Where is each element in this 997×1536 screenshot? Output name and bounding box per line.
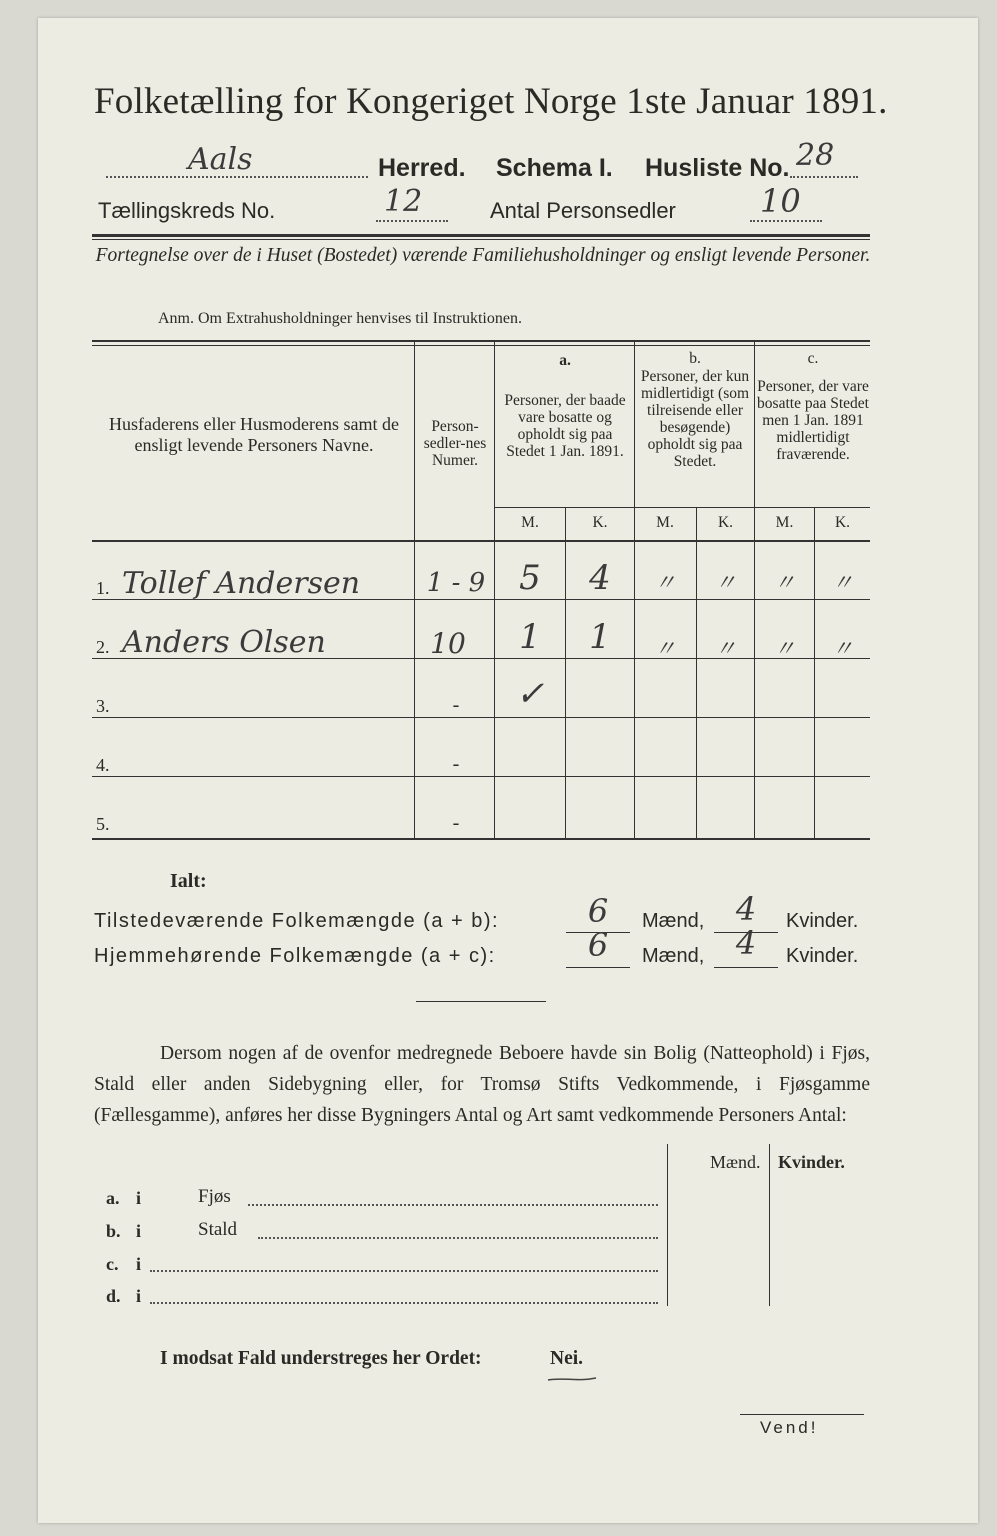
form-title: Folketælling for Kongeriget Norge 1ste Januar 1891. <box>94 81 888 122</box>
personsedler-dotted-line <box>750 220 822 222</box>
col-b-letter: b. <box>689 350 701 367</box>
husliste-label: Husliste No. <box>645 154 790 182</box>
buildings-col-divider-2 <box>769 1144 770 1306</box>
vend-label: Vend! <box>760 1418 819 1437</box>
mk-header-rule <box>494 507 870 508</box>
col-a-letter: a. <box>559 352 571 369</box>
buildings-kvinder-header: Kvinder. <box>778 1152 845 1172</box>
row-b-m: 〃 <box>653 637 676 662</box>
col-a-header: Personer, der baade vare bosatte og opholdt sig paa Stedet 1 Jan. 1891. <box>504 392 626 460</box>
herred-value: Aals <box>188 142 253 177</box>
nei-word: Nei. <box>550 1348 584 1369</box>
a-k-label: K. <box>592 514 608 531</box>
building-row-letter: b. <box>106 1221 121 1241</box>
row-rule-3 <box>92 717 870 718</box>
hjemme-m-underline <box>566 967 630 968</box>
col-name-header: Husfaderens eller Husmoderens samt de ensligt levende Personers Navne. <box>109 414 399 455</box>
building-row-dots <box>248 1204 658 1206</box>
table-bottom-rule <box>92 838 870 840</box>
building-row-dots <box>150 1270 658 1272</box>
row-c-m: 〃 <box>773 637 796 662</box>
building-row-i: i <box>136 1188 142 1208</box>
row-rule-4 <box>92 776 870 777</box>
tilstede-maend-label: Mænd, <box>642 910 705 932</box>
row-number: 4. <box>96 755 110 775</box>
husliste-value: 28 <box>796 138 835 173</box>
hjemme-maend-label: Mænd, <box>642 945 705 967</box>
row-person-numbers: 1 - 9 <box>426 568 486 598</box>
col-num-header: Person-sedler-nes Numer. <box>423 418 487 469</box>
nei-underline <box>547 1370 597 1378</box>
hjemme-women-value: 4 <box>735 924 757 962</box>
building-row-dots <box>150 1302 658 1304</box>
col-c-header: Personer, der vare bosatte paa Stedet men 1 Jan. 1891 midlertidigt fraværende. <box>757 378 869 463</box>
building-row-i: i <box>136 1286 142 1306</box>
personsedler-value: 10 <box>760 182 801 220</box>
row-c-k: 〃 <box>831 571 854 596</box>
c-m-label: M. <box>775 514 794 531</box>
row-a-k: 1 <box>589 617 611 657</box>
vend-rule <box>740 1414 864 1415</box>
schema-label: Schema I. <box>496 154 613 182</box>
building-row-letter: c. <box>106 1254 119 1274</box>
buildings-maend-header: Mænd. <box>710 1152 761 1172</box>
kreds-value: 12 <box>384 184 423 219</box>
herred-label: Herred. <box>378 154 466 182</box>
anm-note: Anm. Om Extrahusholdninger henvises til Instruktionen. <box>158 310 522 327</box>
row-a-m: 1 <box>519 617 541 657</box>
ialt-label: Ialt: <box>170 870 207 892</box>
section-separator <box>416 1001 546 1002</box>
kreds-label: Tællingskreds No. <box>98 198 276 223</box>
intro-text: Fortegnelse over de i Huset (Bostedet) værende Familiehusholdninger og ensligt levende Personer. <box>95 245 871 266</box>
row-person-numbers: - <box>452 694 460 716</box>
row-person-numbers: - <box>452 812 460 834</box>
tilstede-women-value: 4 <box>735 890 757 928</box>
building-row-letter: a. <box>106 1188 120 1208</box>
col-b-header: Personer, der kun midlertidigt (som tilreisende eller besøgende) opholdt sig paa Stedet. <box>640 368 750 470</box>
buildings-col-divider-1 <box>667 1144 668 1306</box>
a-m-label: M. <box>521 514 539 531</box>
building-row-label: Fjøs <box>198 1186 231 1207</box>
c-k-label: K. <box>834 514 851 531</box>
row-number: 1. <box>96 578 110 598</box>
hjemme-k-underline <box>714 967 778 968</box>
buildings-paragraph: Dersom nogen af de ovenfor medregnede Beboere havde sin Bolig (Natteophold) i Fjøs, Stald eller anden Sidebygning eller, for Tromsø Stifts Vedkommende, i Fjøsgamme (Fællesgamme), anføres her disse Bygningers Antal og Art samt vedkommende Personers Antal: <box>94 1043 870 1126</box>
building-row-letter: d. <box>106 1286 121 1306</box>
census-form-sheet <box>38 18 978 1523</box>
header-rule <box>92 234 870 237</box>
hjemme-label: Hjemmehørende Folkemængde (a + c): <box>94 945 496 967</box>
col-divider-c-mk <box>814 508 815 838</box>
row-c-m: 〃 <box>773 571 796 596</box>
building-row-i: i <box>136 1221 142 1241</box>
row-a-k: 4 <box>589 558 611 598</box>
husliste-dotted-line <box>790 176 858 178</box>
row-b-k: 〃 <box>714 637 737 662</box>
tilstede-label: Tilstedeværende Folkemængde (a + b): <box>94 910 500 932</box>
row-name: Anders Olsen <box>122 625 326 660</box>
row-c-k: 〃 <box>831 637 854 662</box>
row-b-k: 〃 <box>714 571 737 596</box>
tilstede-men-value: 6 <box>587 892 609 930</box>
building-row-dots <box>258 1237 658 1239</box>
hjemme-kvinder-label: Kvinder. <box>786 945 859 967</box>
row-name: Tollef Andersen <box>122 566 361 601</box>
col-divider-num <box>494 341 495 838</box>
row-a-m: ✓ <box>515 674 545 714</box>
col-c-letter: c. <box>807 350 819 367</box>
row-number: 3. <box>96 696 110 716</box>
row-number: 2. <box>96 637 110 657</box>
col-divider-b-mk <box>696 508 697 838</box>
b-k-label: K. <box>717 514 734 531</box>
building-row-label: Stald <box>198 1219 238 1240</box>
modsat-text: I modsat Fald understreges her Ordet: <box>160 1348 482 1369</box>
building-row-i: i <box>136 1254 142 1274</box>
kreds-dotted-line <box>376 220 448 222</box>
b-m-label: M. <box>656 514 674 531</box>
row-b-m: 〃 <box>653 571 676 596</box>
row-person-numbers: - <box>452 753 460 775</box>
hjemme-men-value: 6 <box>587 926 609 964</box>
tilstede-kvinder-label: Kvinder. <box>786 910 859 932</box>
row-number: 5. <box>96 814 110 834</box>
col-divider-name <box>414 341 415 838</box>
header-rule-thin <box>92 239 870 240</box>
personsedler-label: Antal Personsedler <box>490 198 676 223</box>
row-a-m: 5 <box>519 558 541 598</box>
row-person-numbers: 10 <box>430 627 466 660</box>
